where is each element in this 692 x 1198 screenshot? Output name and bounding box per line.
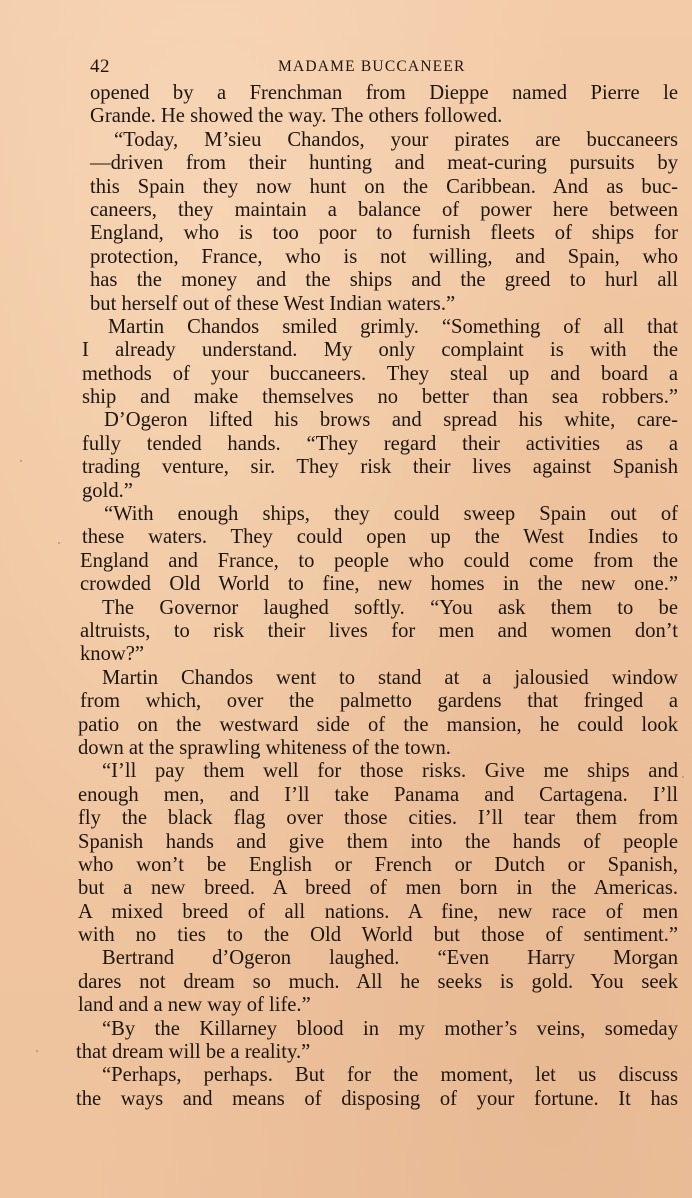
paper-speck: [664, 984, 666, 986]
text-line: but herself out of these West Indian waters.”: [90, 292, 456, 315]
text-line: but a new breed. A breed of men born in the Americas.: [78, 877, 678, 900]
text-line: the ways and means of disposing of your fortune. It has: [76, 1087, 678, 1110]
text-line: England and France, to people who could come from the: [80, 549, 678, 572]
text-line: crowded Old World to fine, new homes in the new one.”: [80, 573, 678, 596]
paper-speck: [58, 542, 60, 544]
text-line: Grande. He showed the way. The others followed.: [90, 105, 503, 128]
text-line: who won’t be English or French or Dutch or Spanish,: [78, 853, 678, 876]
text-line: The Governor laughed softly. “You ask them to be: [102, 596, 678, 619]
text-line: these waters. They could open up the West Indies to: [82, 526, 678, 549]
text-line: enough men, and I’ll take Panama and Cartagena. I’ll: [78, 783, 678, 806]
text-line: opened by a Frenchman from Dieppe named Pierre le: [90, 82, 678, 104]
text-line: England, who is too poor to furnish fleets of ships for: [90, 222, 678, 245]
text-line: Spanish hands and give them into the hands of people: [78, 830, 678, 853]
text-line: Martin Chandos smiled grimly. “Something of all that: [108, 315, 678, 338]
text-line: altruists, to risk their lives for men and women don’t: [80, 619, 678, 642]
text-line: with no ties to the Old World but those of sentiment.”: [78, 924, 678, 947]
text-line: “Today, M’sieu Chandos, your pirates are buccaneers: [114, 128, 678, 151]
text-line: fully tended hands. “They regard their activities as a: [82, 432, 678, 455]
text-line: A mixed breed of all nations. A fine, new race of men: [78, 900, 678, 923]
text-line: protection, France, who is not willing, and Spain, who: [90, 245, 678, 268]
text-line: down at the sprawling whiteness of the town.: [78, 736, 451, 759]
text-line: trading venture, sir. They risk their lives against Spanish: [82, 456, 678, 479]
text-line: from which, over the palmetto gardens that fringed a: [80, 690, 678, 713]
text-line: land and a new way of life.”: [78, 994, 311, 1017]
text-line: methods of your buccaneers. They steal up and board a: [82, 362, 678, 385]
text-line: —driven from their hunting and meat-curing pursuits by: [90, 152, 678, 175]
text-line: D’Ogeron lifted his brows and spread his white, care-: [104, 409, 678, 432]
paper-speck: [36, 1050, 38, 1052]
text-line: caneers, they maintain a balance of power here between: [90, 198, 678, 221]
text-line: “Perhaps, perhaps. But for the moment, let us discuss: [102, 1064, 678, 1087]
text-line: know?”: [80, 643, 145, 666]
text-line: fly the black flag over those cities. I’ll tear them from: [78, 807, 678, 830]
running-header: [90, 56, 670, 80]
text-line: patio on the westward side of the mansion, he could look: [78, 713, 678, 736]
text-line: has the money and the ships and the greed to hurl all: [90, 269, 678, 292]
body-text: [74, 82, 678, 1111]
text-line: ship and make themselves no better than sea robbers.”: [82, 386, 678, 409]
text-line: I already understand. My only complaint is with the: [82, 339, 678, 362]
text-line: gold.”: [82, 479, 133, 502]
paper-speck: [682, 776, 684, 778]
text-line: this Spain they now hunt on the Caribbean. And as buc-: [90, 175, 678, 198]
text-line: Bertrand d’Ogeron laughed. “Even Harry Morgan: [102, 947, 678, 970]
text-line: “With enough ships, they could sweep Spain out of: [104, 503, 678, 526]
paper-speck: [20, 460, 22, 462]
text-line: dares not dream so much. All he seeks is gold. You seek: [78, 970, 678, 993]
text-line: “I’ll pay them well for those risks. Give me ships and: [102, 760, 678, 783]
text-line: Martin Chandos went to stand at a jalousied window: [102, 666, 678, 689]
page-number: 42: [90, 56, 110, 77]
text-line: “By the Killarney blood in my mother’s veins, someday: [102, 1017, 678, 1040]
text-line: that dream will be a reality.”: [76, 1041, 311, 1064]
running-title: MADAME BUCCANEER: [278, 58, 466, 75]
